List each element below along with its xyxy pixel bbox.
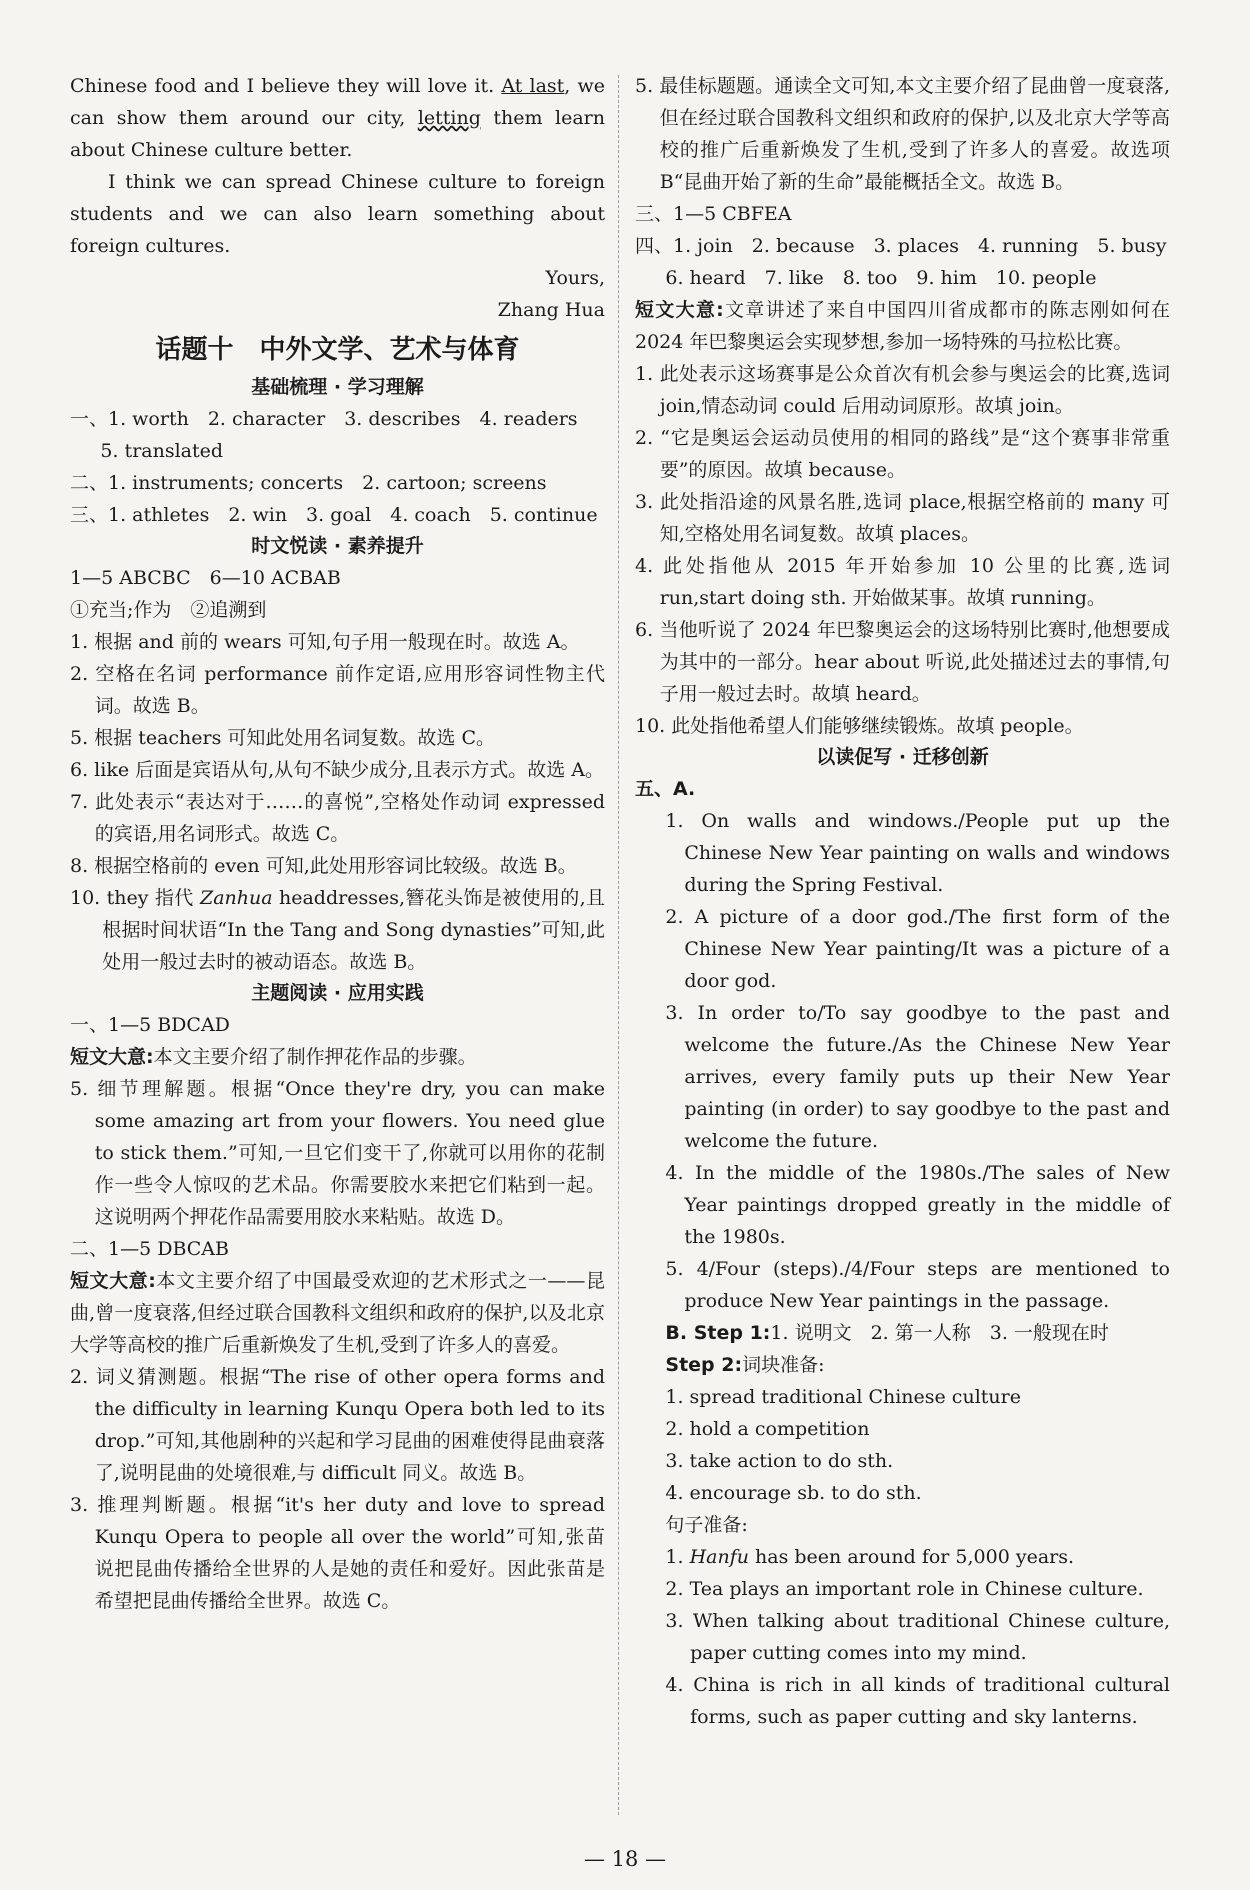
sentence-item: 2. Tea plays an important role in Chinese culture. (665, 1578, 1144, 1600)
summary-label: 短文大意: (70, 1270, 156, 1292)
phrase-item: 2. hold a competition (665, 1418, 870, 1440)
writing-answer: 2. A picture of a door god./The first form of the Chinese New Year painting/It was a picture of a door god. (665, 906, 1170, 992)
answer-line: 二、1. instruments; concerts 2. cartoon; screens (70, 472, 547, 494)
section-title: 时文悦读 · 素养提升 (251, 535, 424, 557)
answer-line: 四、1. join 2. because 3. places 4. running 5. busy (635, 235, 1167, 257)
explanation-item: 3. 推理判断题。根据“it's her duty and love to spread Kunqu Opera to people all over the world”可知,张苗说把昆曲传播给全世界的人是她的责任和爱好。因此张苗是希望把昆曲传播给全世界。故选 C。 (70, 1494, 605, 1612)
column-divider (618, 75, 619, 1815)
explanation-item: 6. like 后面是宾语从句,从句不缺少成分,且表示方式。故选 A。 (70, 759, 604, 781)
explanation-item (70, 882, 605, 978)
letter-paragraph-1 (70, 70, 605, 166)
underlined-phrase: At last (501, 75, 565, 97)
answer-line: 一、1. worth 2. character 3. describes 4. readers (70, 408, 578, 430)
explanation-item: 5. 根据 teachers 可知此处用名词复数。故选 C。 (70, 727, 495, 749)
step-label: B. Step 1: (665, 1322, 771, 1344)
wavy-underlined-word: letting (417, 107, 481, 129)
writing-answer: 4. In the middle of the 1980s./The sales of New Year paintings dropped greatly in the middle of the 1980s. (665, 1162, 1170, 1248)
answer-line: 5. translated (100, 440, 224, 462)
step-text: 词块准备: (742, 1354, 825, 1376)
page-number: — 18 — (583, 1847, 667, 1871)
italic-term: Zanhua (200, 887, 273, 909)
writing-answer: 5. 4/Four (steps)./4/Four steps are mentioned to produce New Year paintings in the passage. (665, 1258, 1170, 1312)
answer-line: 二、1—5 DBCAB (70, 1238, 229, 1260)
sentence-item: 3. When talking about traditional Chinese culture, paper cutting comes into my mind. (665, 1610, 1170, 1664)
sentence-label: 句子准备: (665, 1514, 748, 1536)
summary-label: 短文大意: (70, 1046, 154, 1068)
answer-line: 三、1. athletes 2. win 3. goal 4. coach 5. continue (70, 504, 598, 526)
vocab-line: ①充当;作为 ②追溯到 (70, 599, 267, 621)
answer-line: 6. heard 7. like 8. too 9. him 10. people (665, 267, 1097, 289)
explanation-item: 6. 当他听说了 2024 年巴黎奥运会的这场特别比赛时,他想要成为其中的一部分。hear about 听说,此处描述过去的事情,句子用一般过去时。故填 heard。 (635, 619, 1170, 705)
writing-answer: 1. On walls and windows./People put up the Chinese New Year painting on walls and windows during the Spring Festival. (665, 810, 1170, 896)
letter-text: Chinese food and I believe they will love it. (70, 75, 495, 97)
part-label: 五、A. (635, 778, 696, 800)
summary (70, 1265, 605, 1361)
letter-text: them learn about Chinese culture better. (70, 107, 605, 161)
sentence-item (635, 1541, 1170, 1573)
summary-label: 短文大意: (635, 299, 724, 321)
explanation-item: 8. 根据空格前的 even 可知,此处用形容词比较级。故选 B。 (70, 855, 577, 877)
italic-term: Hanfu (689, 1546, 749, 1568)
step-1 (635, 1317, 1170, 1349)
explanation-item: 1. 此处表示这场赛事是公众首次有机会参与奥运会的比赛,选词 join,情态动词 could 后用动词原形。故填 join。 (635, 363, 1170, 417)
summary (70, 1041, 605, 1073)
right-column (635, 70, 1170, 1733)
section-title: 主题阅读 · 应用实践 (251, 982, 424, 1004)
summary (635, 294, 1170, 358)
sentence-text: has been around for 5,000 years. (755, 1546, 1075, 1568)
explanation-item: 2. “它是奥运会运动员使用的相同的路线”是“这个赛事非常重要”的原因。故填 because。 (635, 427, 1170, 481)
explanation-item: 1. 根据 and 前的 wears 可知,句子用一般现在时。故选 A。 (70, 631, 580, 653)
phrase-item: 3. take action to do sth. (665, 1450, 894, 1472)
item-text: 10. they 指代 (70, 887, 194, 909)
answer-line: 三、1—5 CBFEA (635, 203, 792, 225)
summary-text: 文章讲述了来自中国四川省成都市的陈志刚如何在 2024 年巴黎奥运会实现梦想,参加一场特殊的马拉松比赛。 (635, 299, 1170, 353)
section-title: 基础梳理 · 学习理解 (251, 376, 424, 398)
letter-closing: Yours, (545, 267, 605, 289)
summary-text: 本文主要介绍了制作押花作品的步骤。 (153, 1046, 477, 1068)
explanation-item: 2. 词义猜测题。根据“The rise of other opera forms and the difficulty in learning Kunqu Opera both led to its drop.”可知,其他剧种的兴起和学习昆曲的困难使得昆曲衰落了,说明昆曲的处境很难,与 difficult 同义。故选 B。 (70, 1366, 605, 1484)
phrase-item: 4. encourage sb. to do sth. (665, 1482, 922, 1504)
explanation-item: 4. 此处指他从 2015 年开始参加 10 公里的比赛,选词 run,start doing sth. 开始做某事。故填 running。 (635, 555, 1170, 609)
sentence-number: 1. (665, 1546, 684, 1568)
step-text: 1. 说明文 2. 第一人称 3. 一般现在时 (770, 1322, 1109, 1344)
letter-signature: Zhang Hua (497, 299, 605, 321)
topic-title: 话题十 中外文学、艺术与体育 (155, 335, 520, 365)
step-label: Step 2: (665, 1354, 743, 1376)
item-text: headdresses,簪花头饰是被使用的,且根据时间状语“In the Tang and Song dynasties”可知,此处用一般过去时的被动语态。故选 B。 (102, 887, 605, 973)
explanation-item: 5. 细节理解题。根据“Once they're dry, you can make some amazing art from your flowers. You need glue to stick them.”可知,一旦它们变干了,你就可以用你的花制作一些令人惊叹的艺术品。你需要胶水来把它们粘到一起。这说明两个押花作品需要用胶水来粘贴。故选 D。 (70, 1078, 605, 1228)
explanation-item: 2. 空格在名词 performance 前作定语,应用形容词性物主代词。故选 B。 (70, 663, 605, 717)
explanation-item: 3. 此处指沿途的风景名胜,选词 place,根据空格前的 many 可知,空格处用名词复数。故填 places。 (635, 491, 1170, 545)
letter-paragraph-2: I think we can spread Chinese culture to foreign students and we can also learn something about foreign cultures. (70, 171, 605, 257)
section-title: 以读促写 · 迁移创新 (816, 746, 989, 768)
step-2 (635, 1349, 1170, 1381)
sentence-item: 4. China is rich in all kinds of traditional cultural forms, such as paper cutting and sky lanterns. (665, 1674, 1170, 1728)
summary-text: 本文主要介绍了中国最受欢迎的艺术形式之一——昆曲,曾一度衰落,但经过联合国教科文组织和政府的保护,以及北京大学等高校的推广后重新焕发了生机,受到了许多人的喜爱。 (70, 1270, 605, 1356)
explanation-item: 7. 此处表示“表达对于……的喜悦”,空格处作动词 expressed 的宾语,用名词形式。故选 C。 (70, 791, 605, 845)
left-column (70, 70, 605, 1617)
writing-answer: 3. In order to/To say goodbye to the past and welcome the future./As the Chinese New Year arrives, every family puts up their New Year painting (in order) to say goodbye to the past and welcome the future. (665, 1002, 1170, 1152)
answer-line: 一、1—5 BDCAD (70, 1014, 230, 1036)
phrase-item: 1. spread traditional Chinese culture (665, 1386, 1021, 1408)
explanation-item: 10. 此处指他希望人们能够继续锻炼。故填 people。 (635, 715, 1084, 737)
explanation-item: 5. 最佳标题题。通读全文可知,本文主要介绍了昆曲曾一度衰落,但在经过联合国教科文组织和政府的保护,以及北京大学等高校的推广后重新焕发了生机,受到了许多人的喜爱。故选项 B“昆曲开始了新的生命”最能概括全文。故选 B。 (635, 75, 1170, 193)
letter-text: , we can show them around our city, (70, 75, 605, 129)
answer-line: 1—5 ABCBC 6—10 ACBAB (70, 567, 341, 589)
